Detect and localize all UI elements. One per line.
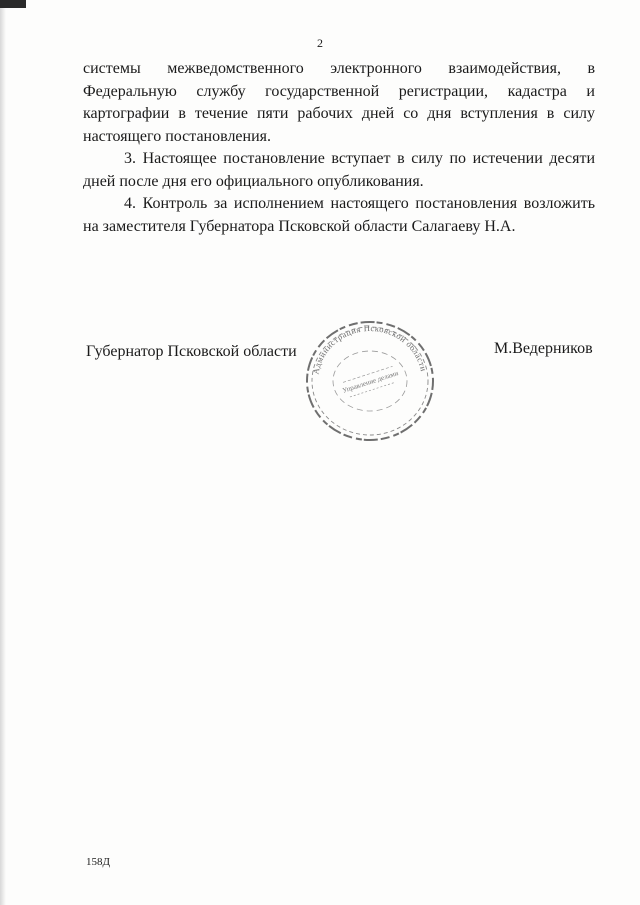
signature-position: Губернатор Псковской области <box>86 343 297 360</box>
signature-name: М.Ведерников <box>494 340 593 357</box>
paragraph-continuation: системы межведомственного электронного взаимодействия, в Федеральную службу государственной регистрации, кадастра и картографии в течение пяти рабочих дней со дня вступления в силу настоящего постановления. <box>83 60 595 145</box>
scan-corner-mark <box>0 0 26 8</box>
svg-text:Администрация Псковской област <box>310 323 429 375</box>
paragraph-4: 4. Контроль за исполнением настоящего постановления возложить на заместителя Губернатора Псковской области Салагаеву Н.А. <box>83 195 595 235</box>
scan-edge <box>0 0 6 905</box>
paragraph-3: 3. Настоящее постановление вступает в силу по истечении десяти дней после дня его официального опубликования. <box>83 150 595 190</box>
seal-center-text: Управление делами <box>341 369 400 395</box>
seal-ring-text: Администрация Псковской области <box>310 322 430 376</box>
document-code: 158Д <box>86 856 111 868</box>
document-body <box>83 58 595 238</box>
official-seal <box>300 318 440 444</box>
page-number: 2 <box>317 36 323 50</box>
